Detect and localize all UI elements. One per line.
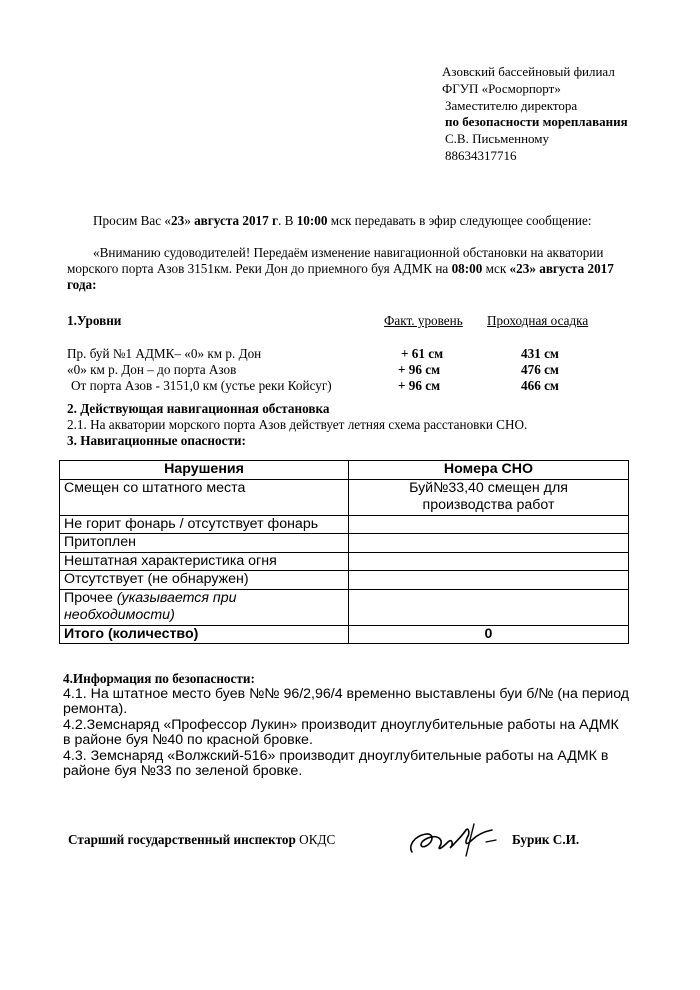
- request-line: [93, 213, 592, 229]
- message-date: «23» августа 2017: [509, 261, 614, 276]
- safety-heading: 4.Информация по безопасности:: [63, 671, 255, 686]
- request-text: »: [184, 213, 195, 228]
- levels-place: От порта Азов - 3151,0 км (устье реки Койсуг): [71, 378, 332, 393]
- table-header-numbers: Номера СНО: [349, 461, 629, 480]
- other-note: (указывается при: [116, 589, 237, 606]
- message-text: мск: [482, 261, 510, 276]
- table-header-row: [60, 461, 629, 480]
- levels-draft: 466 см: [521, 378, 559, 393]
- table-cell-value: [349, 589, 629, 625]
- table-cell-value: [349, 571, 629, 590]
- table-cell-label: Отсутствует (не обнаружен): [60, 571, 349, 590]
- cell-value-line: Буй№33,40 смещен для: [409, 479, 568, 496]
- message-line-2: [67, 261, 614, 277]
- table-cell-value: [349, 552, 629, 571]
- table-cell-label: Не горит фонарь / отсутствует фонарь: [60, 515, 349, 534]
- total-label: Итого (количество): [60, 625, 349, 644]
- request-text: мск передавать в эфир следующее сообщение:: [327, 213, 592, 228]
- request-time: 10:00: [296, 213, 328, 228]
- message-time: 08:00: [451, 261, 483, 276]
- safety-line: в районе буя №40 по красной бровке.: [63, 732, 313, 748]
- recipient-line: по безопасности мореплавания: [445, 114, 628, 130]
- table-cell-value: [349, 479, 629, 515]
- signature-org: ОКДС: [295, 832, 336, 847]
- safety-line: районе буя №33 по зеленой бровке.: [63, 763, 303, 779]
- signature-name: Бурик С.И.: [512, 832, 580, 847]
- levels-heading: 1.Уровни: [67, 313, 122, 328]
- nav-heading: 2. Действующая навигационная обстановка: [67, 401, 330, 416]
- table-row: [60, 589, 629, 625]
- cell-value-line: производства работ: [422, 497, 555, 513]
- levels-fact: + 61 см: [401, 346, 444, 361]
- signature-position: Старший государственный инспектор: [68, 832, 296, 847]
- request-date: августа 2017 г: [194, 213, 279, 228]
- table-cell-value: [349, 515, 629, 534]
- table-row: [60, 479, 629, 515]
- request-text: Просим Вас «: [93, 213, 171, 228]
- signature-title: [68, 832, 335, 848]
- hazards-heading: 3. Навигационные опасности:: [67, 433, 246, 448]
- table-cell-label: Нештатная характеристика огня: [60, 552, 349, 571]
- recipient-line: Заместителю директора: [445, 97, 578, 113]
- levels-fact: + 96 см: [398, 362, 441, 377]
- recipient-line: Азовский бассейновый филиал: [442, 64, 615, 79]
- table-row: [60, 534, 629, 553]
- recipient-line: ФГУП «Росморпорт»: [442, 80, 561, 96]
- table-row: [60, 571, 629, 590]
- recipient-line: С.В. Письменному: [445, 131, 550, 147]
- message-line-3: года:: [67, 277, 97, 292]
- safety-section: [63, 671, 663, 780]
- other-label: Прочее: [64, 589, 117, 606]
- table-cell-value: [349, 534, 629, 553]
- recipient-block: [442, 64, 628, 165]
- safety-line: 4.2.Земснаряд «Профессор Лукин» производит дноуглубительные работы на АДМК: [63, 716, 619, 733]
- levels-place: Пр. буй №1 АДМК– «0» км р. Дон: [67, 346, 262, 361]
- message-text: морского порта Азов 3151км. Реки Дон до приемного буя АДМК на: [67, 261, 452, 276]
- table-row: [60, 515, 629, 534]
- request-text: . В: [278, 213, 297, 228]
- handwritten-signature: [404, 818, 508, 867]
- table-cell-label: Смещен со штатного места: [60, 479, 349, 515]
- request-day: 23: [171, 213, 185, 228]
- safety-line: 4.3. Земснаряд «Волжский-516» производит дноуглубительные работы на АДМК в: [63, 747, 609, 764]
- other-note: необходимости): [64, 607, 175, 623]
- levels-fact: + 96 см: [398, 378, 441, 393]
- violations-table: [59, 460, 629, 644]
- table-cell-label: [60, 589, 349, 625]
- levels-place: «0» км р. Дон – до порта Азов: [67, 362, 237, 377]
- table-row: [60, 552, 629, 571]
- safety-line: 4.1. На штатное место буев №№ 96/2,96/4 временно выставлены буи б/№ (на период: [63, 685, 630, 702]
- table-header-violations: Нарушения: [60, 461, 349, 480]
- levels-draft: 476 см: [521, 362, 559, 377]
- levels-draft: 431 см: [521, 346, 559, 361]
- levels-col-fact: Факт. уровень: [384, 313, 463, 328]
- nav-text: 2.1. На акватории морского порта Азов действует летняя схема расстановки СНО.: [67, 417, 528, 432]
- recipient-line: 88634317716: [445, 147, 517, 163]
- levels-col-draft: Проходная осадка: [487, 313, 589, 328]
- table-cell-label: Притоплен: [60, 534, 349, 553]
- total-value: 0: [349, 625, 629, 644]
- table-total-row: [60, 625, 629, 644]
- message-line-1: «Вниманию судоводителей! Передаём изменение навигационной обстановки на акватории: [93, 245, 604, 260]
- safety-line: ремонта).: [63, 701, 128, 717]
